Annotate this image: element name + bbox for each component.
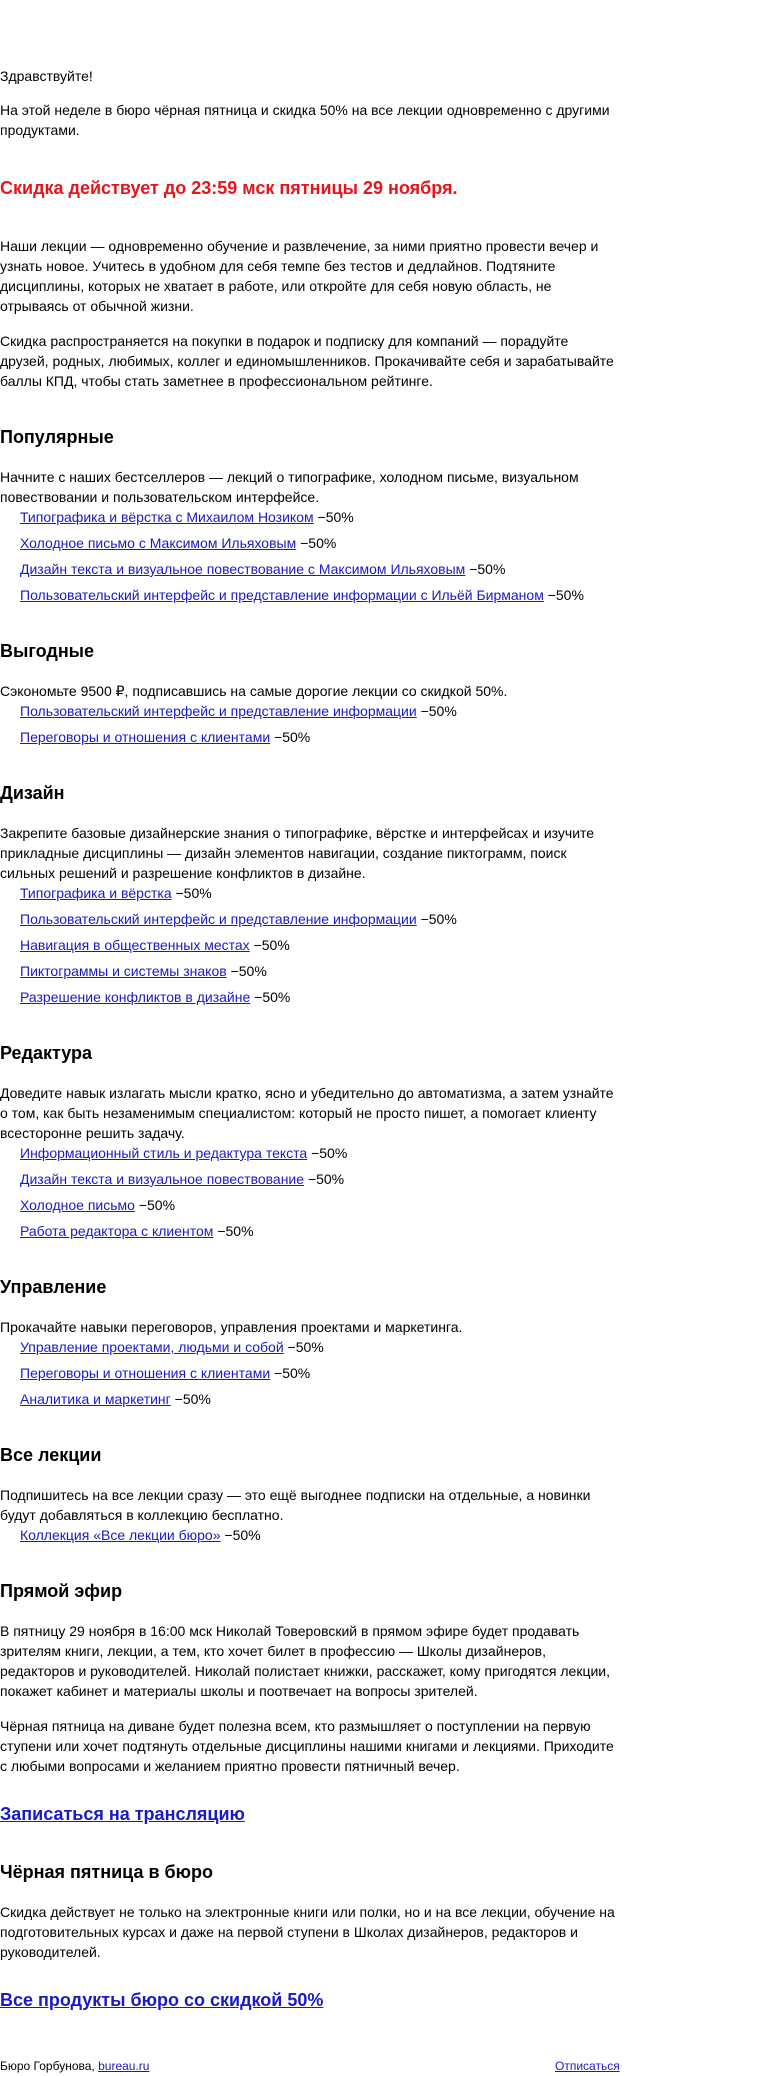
live-signup bbox=[0, 1802, 620, 1826]
site-link[interactable]: bureau.ru bbox=[98, 2059, 150, 2073]
discount-badge: −50% bbox=[175, 885, 212, 901]
discount-badge: −50% bbox=[274, 729, 311, 745]
section-title: Популярные bbox=[0, 427, 114, 447]
list-item bbox=[20, 1143, 620, 1163]
list-item bbox=[20, 559, 620, 579]
footer bbox=[0, 2056, 620, 2076]
lecture-link[interactable]: Пиктограммы и системы знаков bbox=[20, 963, 227, 979]
list-item bbox=[20, 1363, 620, 1383]
lecture-link[interactable]: Переговоры и отношения с клиентами bbox=[20, 1365, 271, 1381]
list-item bbox=[20, 1221, 620, 1241]
discount-badge: −50% bbox=[217, 1223, 254, 1239]
lecture-link[interactable]: Работа редактора с клиентом bbox=[20, 1223, 214, 1239]
discount-badge: −50% bbox=[307, 1171, 345, 1187]
list-item bbox=[20, 1337, 620, 1357]
all-products-link[interactable]: Все продукты бюро со скидкой 50% bbox=[0, 1990, 324, 2010]
lecture-link[interactable]: Переговоры и отношения с клиентами bbox=[20, 729, 271, 745]
section-title: Все лекции bbox=[0, 1445, 102, 1465]
list-item bbox=[20, 1195, 620, 1215]
lecture-link[interactable]: Холодное письмо bbox=[20, 1197, 135, 1213]
live-title: Прямой эфир bbox=[0, 1581, 123, 1601]
section-intro: Начните с наших бестселлеров — лекций о типографике, холодном письме, визуальном повествовании и пользовательском интерфейсе. bbox=[0, 469, 579, 505]
discount-badge: −50% bbox=[300, 535, 337, 551]
deadline-notice: Скидка действует до 23:59 мск пятницы 29 ноября. bbox=[0, 178, 458, 198]
black-friday-title: Чёрная пятница в бюро bbox=[0, 1862, 214, 1882]
lecture-link[interactable]: Пользовательский интерфейс и представление информации bbox=[20, 911, 417, 927]
discount-badge: −50% bbox=[254, 989, 291, 1005]
list-item bbox=[20, 533, 620, 553]
intro-text: На этой неделе в бюро чёрная пятница и скидка 50% на все лекции одновременно с другими продуктами. bbox=[0, 102, 610, 138]
discount-badge: −50% bbox=[138, 1197, 176, 1213]
list-item bbox=[20, 507, 620, 527]
lecture-list bbox=[0, 1525, 620, 1545]
company-name: Бюро Горбунова, bbox=[0, 2059, 99, 2073]
section-title: Редактура bbox=[0, 1043, 93, 1063]
discount-badge: −50% bbox=[174, 1391, 211, 1407]
discount-badge: −50% bbox=[224, 1527, 261, 1543]
black-friday-paragraph: Скидка действует не только на электронные книги или полки, но и на все лекции, обучение на подготовительных курсах и даже на первой ступени в Школах дизайнеров, редакторов и руководителей. bbox=[0, 1904, 615, 1960]
live-paragraph-2: Чёрная пятница на диване будет полезна всем, кто размышляет о поступлении на первую ступени или хочет подтянуть отдельные дисциплины нашими книгами и лекциями. Приходите с любыми вопросами и желанием приятно провести пятничный вечер. bbox=[0, 1718, 614, 1774]
lecture-list bbox=[0, 701, 620, 747]
lectures-paragraph: Наши лекции — одновременно обучение и развлечение, за ними приятно провести вечер и узнать новое. Учитесь в удобном для себя темпе без тестов и дедлайнов. Подтяните дисциплины, которых не хватает в работе, или откройте для себя новую область, не отрываясь от обычной жизни. bbox=[0, 238, 599, 314]
lecture-link[interactable]: Типографика и вёрстка bbox=[20, 885, 172, 901]
discount-badge: −50% bbox=[469, 561, 506, 577]
lecture-link[interactable]: Навигация в общественных местах bbox=[20, 937, 250, 953]
discount-badge: −50% bbox=[287, 1339, 324, 1355]
lecture-list bbox=[0, 507, 620, 605]
section-title: Выгодные bbox=[0, 641, 95, 661]
lecture-link[interactable]: Типографика и вёрстка с Михаилом Нозиком bbox=[20, 509, 314, 525]
section-title: Управление bbox=[0, 1277, 107, 1297]
list-item bbox=[20, 585, 620, 605]
list-item bbox=[20, 727, 620, 747]
discount-badge: −50% bbox=[230, 963, 267, 979]
discount-badge: −50% bbox=[420, 703, 457, 719]
list-item bbox=[20, 1389, 620, 1409]
list-item bbox=[20, 1525, 620, 1545]
lecture-list bbox=[0, 883, 620, 1007]
lecture-list bbox=[0, 1337, 620, 1409]
section-intro: Доведите навык излагать мысли кратко, ясно и убедительно до автоматизма, а затем узнайте о том, как быть незаменимым специалистом: который не просто пишет, а помогает клиенту всесторонне решить задачу. bbox=[0, 1085, 614, 1141]
lecture-link[interactable]: Коллекция «Все лекции бюро» bbox=[20, 1527, 221, 1543]
lecture-link[interactable]: Пользовательский интерфейс и представление информации bbox=[20, 703, 417, 719]
list-item bbox=[20, 883, 620, 903]
unsubscribe-link[interactable]: Отписаться bbox=[555, 2059, 620, 2073]
lecture-link[interactable]: Аналитика и маркетинг bbox=[20, 1391, 171, 1407]
lecture-link[interactable]: Управление проектами, людьми и собой bbox=[20, 1339, 284, 1355]
discount-badge: −50% bbox=[253, 937, 290, 953]
list-item bbox=[20, 987, 620, 1007]
lecture-link[interactable]: Информационный стиль и редактура текста bbox=[20, 1145, 308, 1161]
lecture-link[interactable]: Пользовательский интерфейс и представление информации с Ильёй Бирманом bbox=[20, 587, 544, 603]
lecture-link[interactable]: Дизайн текста и визуальное повествование bbox=[20, 1171, 305, 1187]
list-item bbox=[20, 909, 620, 929]
list-item bbox=[20, 935, 620, 955]
discount-badge: −50% bbox=[317, 509, 354, 525]
live-paragraph-1: В пятницу 29 ноября в 16:00 мск Николай Товеровский в прямом эфире будет продавать зрителям книги, лекции, а тем, кто хочет билет в профессию — Школы дизайнеров, редакторов и руководителей. Николай полистает книжки, расскажет, кому пригодятся лекции, покажет кабинет и материалы школы и поотвечает на вопросы зрителей. bbox=[0, 1623, 610, 1699]
footer-company bbox=[0, 2056, 149, 2076]
section-intro: Подпишитесь на все лекции сразу — это ещё выгоднее подписки на отдельные, а новинки будут добавляться в коллекцию бесплатно. bbox=[0, 1487, 591, 1523]
lecture-link[interactable]: Разрешение конфликтов в дизайне bbox=[20, 989, 251, 1005]
lecture-sections bbox=[0, 425, 620, 1545]
list-item bbox=[20, 701, 620, 721]
greeting: Здравствуйте! bbox=[0, 68, 93, 84]
all-products bbox=[0, 1988, 620, 2012]
section-intro: Закрепите базовые дизайнерские знания о типографике, вёрстке и интерфейсах и изучите прикладные дисциплины — дизайн элементов навигации, создание пиктограмм, поиск сильных решений и разрешение конфликтов в дизайне. bbox=[0, 825, 595, 881]
section-intro: Сэкономьте 9500 ₽, подписавшись на самые дорогие лекции со скидкой 50%. bbox=[0, 683, 508, 699]
lecture-link[interactable]: Холодное письмо с Максимом Ильяховым bbox=[20, 535, 297, 551]
section-title: Дизайн bbox=[0, 783, 65, 803]
signup-stream-link[interactable]: Записаться на трансляцию bbox=[0, 1804, 245, 1824]
discount-badge: −50% bbox=[274, 1365, 311, 1381]
gift-paragraph: Скидка распространяется на покупки в подарок и подписку для компаний — порадуйте друзей, родных, любимых, коллег и единомышленников. Прокачивайте себя и зарабатывайте баллы КПД, чтобы стать заметнее в профессиональном рейтинге. bbox=[0, 333, 614, 389]
discount-badge: −50% bbox=[311, 1145, 348, 1161]
discount-badge: −50% bbox=[420, 911, 457, 927]
list-item bbox=[20, 961, 620, 981]
list-item bbox=[20, 1169, 620, 1189]
lecture-list bbox=[0, 1143, 620, 1241]
section-intro: Прокачайте навыки переговоров, управления проектами и маркетинга. bbox=[0, 1319, 463, 1335]
lecture-link[interactable]: Дизайн текста и визуальное повествование с Максимом Ильяховым bbox=[20, 561, 466, 577]
discount-badge: −50% bbox=[547, 587, 584, 603]
